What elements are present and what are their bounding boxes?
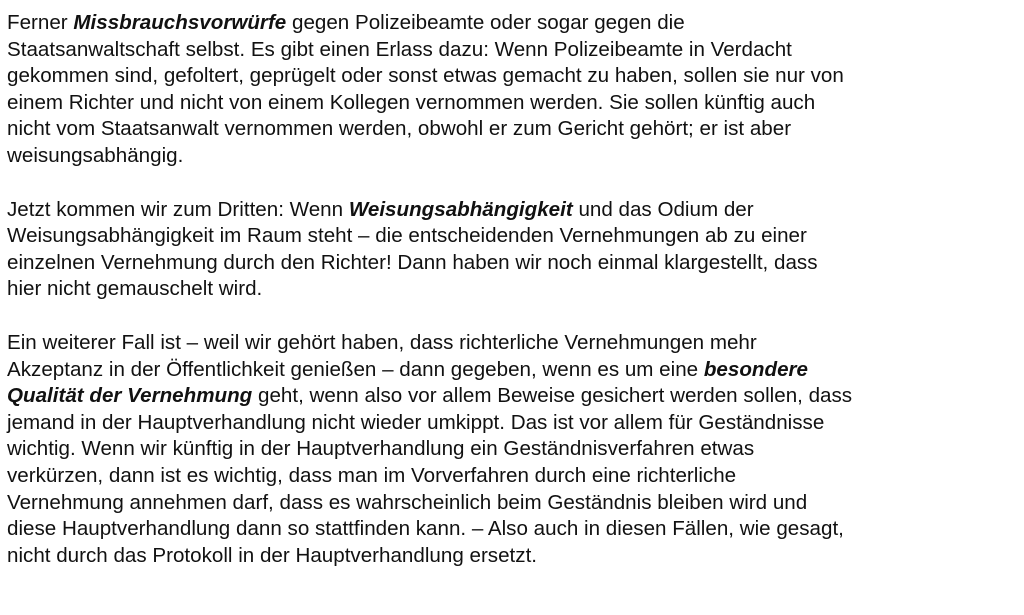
text-segment: Ein weiterer Fall ist – weil wir gehört haben, dass richterliche Vernehmungen mehr: [7, 330, 757, 354]
text-segment: nicht vom Staatsanwalt vernommen werden, obwohl er zum Gericht gehört; er ist aber: [7, 117, 792, 141]
text-line: [7, 436, 1016, 463]
text-line: [7, 250, 1016, 277]
text-segment: einem Richter und nicht von einem Kollegen vernommen werden. Sie sollen künftig auch: [7, 90, 816, 114]
text-line: [7, 223, 1016, 250]
text-line: [7, 490, 1016, 517]
text-line: [7, 10, 1016, 37]
paragraph-1: [7, 10, 1016, 170]
text-line: [7, 37, 1016, 64]
text-line: [7, 383, 1016, 410]
text-line: [7, 357, 1016, 384]
text-line: [7, 330, 1016, 357]
text-segment: gekommen sind, gefoltert, geprügelt oder sonst etwas gemacht zu haben, sollen sie nur von: [7, 64, 844, 88]
emphasized-text: Missbrauchsvorwürfe: [73, 11, 287, 34]
text-segment: und das Odium der: [572, 197, 754, 221]
emphasized-text: Qualität der Vernehmung: [7, 384, 253, 408]
text-line: [7, 63, 1016, 90]
text-segment: Akzeptanz in der Öffentlichkeit genießen – dann gegeben, wenn es um eine: [7, 357, 704, 381]
text-line: [7, 410, 1016, 437]
text-line: [7, 90, 1016, 117]
text-segment: diese Hauptverhandlung dann so stattfinden kann. – Also auch in diesen Fällen, wie gesagt,: [7, 517, 844, 541]
emphasized-text: besondere: [703, 357, 808, 381]
text-segment: Ferner: [7, 11, 74, 34]
text-segment: wichtig. Wenn wir künftig in der Hauptverhandlung ein Geständnisverfahren etwas: [7, 437, 755, 461]
text-segment: jemand in der Hauptverhandlung nicht wieder umkippt. Das ist vor allem für Geständnisse: [7, 410, 825, 434]
text-segment: verkürzen, dann ist es wichtig, dass man im Vorverfahren durch eine richterliche: [7, 463, 737, 487]
text-segment: Staatsanwaltschaft selbst. Es gibt einen Erlass dazu: Wenn Polizeibeamte in Verdacht: [7, 37, 792, 61]
text-line: [7, 276, 1016, 303]
document-body: [7, 10, 1016, 569]
text-line: [7, 143, 1016, 170]
text-segment: Weisungsabhängigkeit im Raum steht – die entscheidenden Vernehmungen ab zu einer: [7, 224, 807, 248]
text-segment: Jetzt kommen wir zum Dritten: Wenn: [7, 197, 349, 221]
text-segment: Vernehmung annehmen darf, dass es wahrscheinlich beim Geständnis bleiben wird und: [7, 490, 808, 514]
text-line: [7, 516, 1016, 543]
paragraph-3: [7, 330, 1016, 569]
text-segment: hier nicht gemauschelt wird.: [7, 277, 263, 301]
text-line: [7, 116, 1016, 143]
text-segment: gegen Polizeibeamte oder sogar gegen die: [286, 11, 685, 34]
text-line: [7, 543, 1016, 570]
text-segment: weisungsabhängig.: [7, 143, 184, 167]
text-line: [7, 463, 1016, 490]
emphasized-text: Weisungsabhängigkeit: [348, 197, 573, 221]
text-segment: geht, wenn also vor allem Beweise gesichert werden sollen, dass: [252, 384, 853, 408]
text-segment: nicht durch das Protokoll in der Hauptverhandlung ersetzt.: [7, 543, 538, 567]
text-line: [7, 197, 1016, 224]
paragraph-2: [7, 197, 1016, 303]
text-segment: einzelnen Vernehmung durch den Richter! Dann haben wir noch einmal klargestellt, dass: [7, 250, 818, 274]
